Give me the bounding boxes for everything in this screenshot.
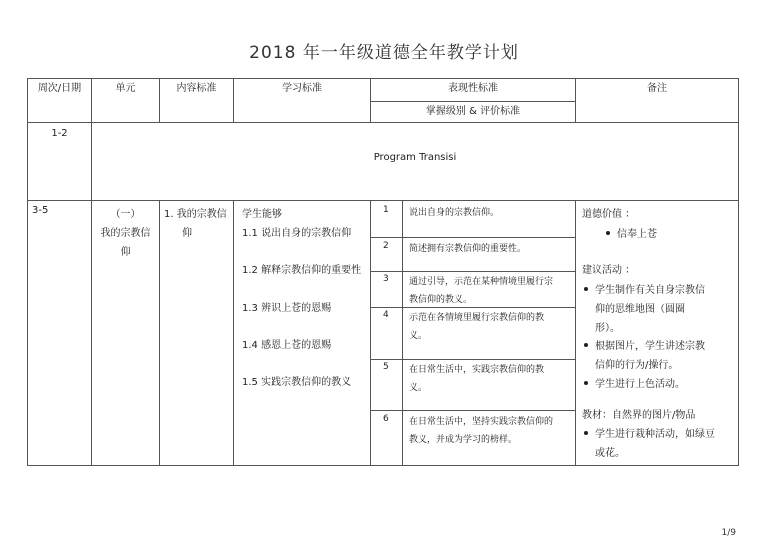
level-2-text: 简述拥有宗教信仰的重要性。 [409, 244, 527, 254]
row1-week [28, 123, 92, 201]
bullet-icon [584, 431, 588, 435]
row2-content-standard [160, 201, 234, 466]
values-heading: 道德价值 ： [582, 209, 636, 220]
learning-1-4: 1.4 感恩上苍的恩赐 [242, 340, 332, 351]
value-item: 信奉上苍 [617, 229, 657, 240]
level-1-text: 说出自身的宗教信仰。 [409, 208, 500, 218]
lesson-plan-table [27, 78, 739, 466]
row2-unit [92, 201, 160, 466]
materials-heading: 教材：自然界的图片/物品 [582, 410, 696, 421]
level-divider [371, 307, 576, 308]
bullet-icon [584, 343, 588, 347]
header-learning-standard: 学习标准 [234, 79, 371, 123]
level-6-num: 6 [383, 414, 389, 424]
level-6-text-line1: 在日常生活中，坚持实践宗教信仰的 [409, 417, 554, 427]
page-number: 1/9 [721, 528, 736, 538]
level-2-num: 2 [383, 241, 389, 251]
row1-content [92, 123, 739, 201]
level-3-text-line2: 教信仰的教义。 [409, 295, 473, 305]
level-6-text-line2: 教义，并成为学习的榜样。 [409, 435, 518, 445]
activity-3: 学生进行上色活动。 [595, 379, 685, 390]
level-divider [371, 237, 576, 238]
header-performance-standard: 表现性标准 [371, 79, 576, 102]
activity-1-line3: 形）。 [595, 323, 620, 334]
row1-week-text: 1-2 [51, 128, 68, 139]
learning-1-1: 1.1 说出自身的宗教信仰 [242, 228, 352, 239]
bullet-icon [606, 231, 610, 235]
material-1-line2: 或花。 [595, 448, 625, 459]
learning-1-3: 1.3 辨识上苍的恩赐 [242, 303, 332, 314]
activity-1-line1: 学生制作有关自身宗教信 [595, 285, 705, 296]
level-divider [371, 271, 576, 272]
bullet-icon [584, 287, 588, 291]
unit-number: （一） [110, 209, 141, 220]
activity-1-line2: 仰的思维地图（圆圈 [595, 304, 685, 315]
level-4-text-line1: 示范在各情境里履行宗教信仰的教 [409, 313, 545, 323]
level-5-text-line2: 义。 [409, 383, 428, 393]
activities-heading: 建议活动 ： [582, 265, 636, 276]
level-column-divider [402, 201, 403, 465]
bullet-icon [584, 381, 588, 385]
material-1-line1: 学生进行栽种活动，如绿豆 [595, 429, 715, 440]
row2-learning-standard [234, 201, 371, 466]
header-mastery: 掌握级别 & 评价标准 [371, 102, 576, 123]
activity-2-line1: 根据图片，学生讲述宗教 [595, 341, 705, 352]
row2-week-text: 3-5 [32, 205, 49, 216]
learning-1-5: 1.5 实践宗教信仰的教义 [242, 377, 352, 388]
header-notes: 备注 [576, 79, 739, 123]
unit-name-line2: 仰 [120, 247, 131, 258]
header-week: 周次/日期 [28, 79, 92, 123]
level-4-text-line2: 义。 [409, 331, 428, 341]
level-3-num: 3 [383, 274, 389, 284]
content-line1: 1. 我的宗教信 [164, 209, 227, 220]
header-content-standard: 内容标准 [160, 79, 234, 123]
program-transisi-text: Program Transisi [373, 152, 457, 163]
header-unit: 单元 [92, 79, 160, 123]
content-line2: 仰 [182, 228, 192, 239]
level-5-num: 5 [383, 362, 389, 372]
level-divider [371, 410, 576, 411]
activity-2-line2: 信仰的行为/操行。 [595, 360, 679, 371]
row2-week [28, 201, 92, 466]
learning-intro: 学生能够 [242, 209, 282, 220]
level-3-text-line1: 通过引导，示范在某种情境里履行宗 [409, 277, 554, 287]
row2-notes [576, 201, 739, 466]
learning-1-2: 1.2 解释宗教信仰的重要性 [242, 265, 362, 276]
unit-name-line1: 我的宗教信 [100, 228, 151, 239]
level-1-num: 1 [383, 205, 389, 215]
document-title: 2018 年一年级道德全年教学计划 [249, 43, 519, 63]
row2-mastery-levels [371, 201, 576, 466]
level-4-num: 4 [383, 310, 389, 320]
level-divider [371, 359, 576, 360]
level-5-text-line1: 在日常生活中，实践宗教信仰的教 [409, 365, 545, 375]
